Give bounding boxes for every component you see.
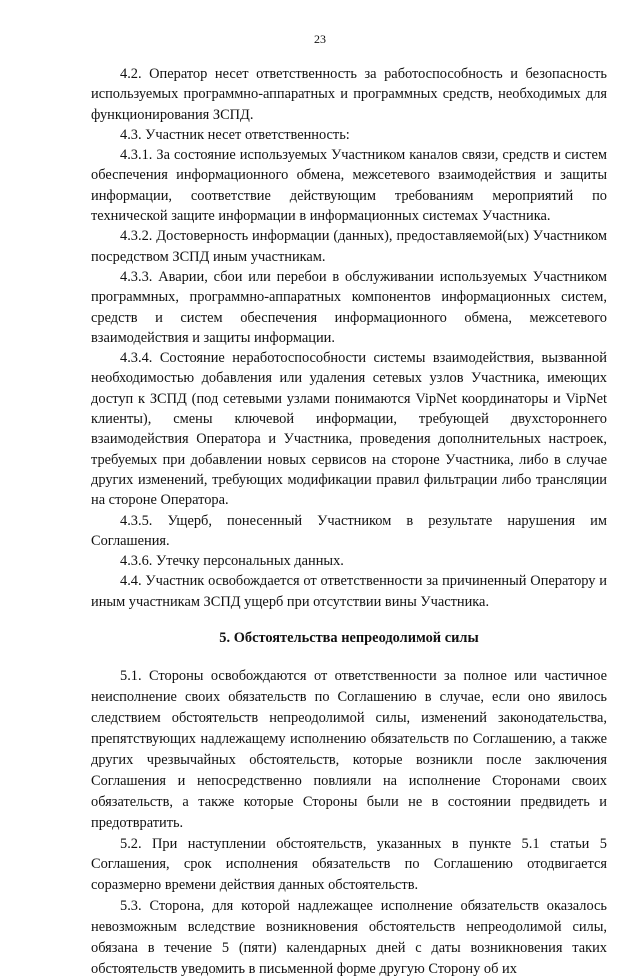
page-number: 23 — [314, 32, 326, 46]
paragraph-4-3-6: 4.3.6. Утечку персональных данных. — [120, 553, 344, 570]
paragraph-4-3: 4.3. Участник несет ответственность: — [120, 126, 350, 143]
paragraph-5-2: 5.2. При наступлении обстоятельств, указанных в пункте 5.1 статьи 5 Соглашения, срок исполнения обязательств по Соглашению отодвигается соразмерно времени действия данных обстоятельств. — [91, 835, 607, 894]
paragraph-4-3-4: 4.3.4. Состояние неработоспособности системы взаимодействия, вызванной необходимостью добавления или удаления сетевых узлов Участника, имеющих доступ к ЗСПД (под сетевыми узлами понимаются VipNet координаторы и VipNet клиенты), смены ключевой информации, требующей двухстороннего взаимодействия Оператора и Участника, проведения дополнительных настроек, требуемых при добавлении новых сервисов на стороне Участника, либо в случае других изменений, требующих модификации правил фильтрации либо трансляции на стороне Оператора. — [91, 350, 607, 509]
paragraph-4-3-3: 4.3.3. Аварии, сбои или перебои в обслуживании используемых Участником программных, программно-аппаратных компонентов информационных систем, средств и систем обеспечения информационного обмена, межсетевого взаимодействия и защиты информации. — [91, 268, 607, 346]
paragraph-4-2: 4.2. Оператор несет ответственность за работоспособность и безопасность используемых программно-аппаратных и программных средств, необходимых для функционирования ЗСПД. — [91, 66, 607, 123]
section-heading: 5. Обстоятельства непреодолимой силы — [219, 630, 479, 647]
section-4-liability — [91, 64, 607, 612]
paragraph-4-3-2: 4.3.2. Достоверность информации (данных), предоставляемой(ых) Участником посредством ЗСПД иным участникам. — [91, 228, 607, 265]
paragraph-4-3-5: 4.3.5. Ущерб, понесенный Участником в результате нарушения им Соглашения. — [91, 512, 607, 549]
paragraph-4-4: 4.4. Участник освобождается от ответственности за причиненный Оператору и иным участникам ЗСПД ущерб при отсутствии вины Участника. — [91, 573, 607, 610]
section-5-force-majeure — [91, 666, 607, 980]
paragraph-5-1: 5.1. Стороны освобождаются от ответственности за полное или частичное неисполнение своих обязательств по Соглашению в случае, если оно явилось следствием обстоятельств непреодолимой силы, изменений законодательства, препятствующих надлежащему исполнению обязательств по Соглашению, а также других чрезвычайных обстоятельств, которые возникли после заключения Соглашения и непосредственно повлияли на исполнение Сторонами своих обязательств, а также которые Стороны были не в состоянии предвидеть и предотвратить. — [91, 668, 607, 831]
page-content — [91, 64, 607, 980]
paragraph-5-3: 5.3. Сторона, для которой надлежащее исполнение обязательств оказалось невозможным вследствие возникновения обстоятельств непреодолимой силы, обязана в течение 5 (пяти) календарных дней с даты возникновения таких обстоятельств уведомить в письменной форме другую Сторону об их — [91, 898, 607, 977]
paragraph-4-3-1: 4.3.1. За состояние используемых Участником каналов связи, средств и систем обеспечения информационного обмена, межсетевого взаимодействия и защиты информации, соответствие действующим требованиям мероприятий по технической защите информации в информационных системах Участника. — [91, 147, 607, 225]
